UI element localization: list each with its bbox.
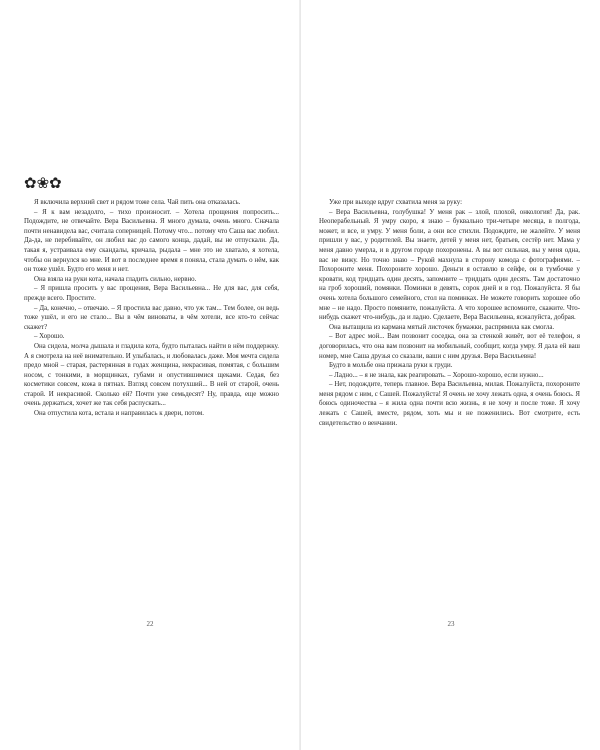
paragraph: Будто в мольбе она прижала руки к груди.	[329, 362, 453, 370]
paragraph: – Ладно... – я не знала, как реагировать. – Хорошо-хорошо, если нужно...	[329, 371, 544, 379]
paragraph: Она отпустила кота, встала и направилась к двери, потом.	[34, 410, 204, 418]
flower-ornament-icon: ✿❀✿	[24, 176, 62, 192]
left-page	[0, 0, 299, 750]
paragraph: Я включила верхний свет и рядом тоже села. Чай пить она отказалась.	[34, 199, 241, 206]
paragraph: – Я пришла просить у вас прощения, Вера Васильевна... Не для вас, для себя, прежде всего. Простите.	[24, 285, 279, 302]
paragraph: – Я к вам незадолго, – тихо произносит. – Хотела прощения попросить... Подождите, не отвечайте. Вера Васильевна. Я много думала, очень много. Сначала почти ненавидела вас, считала соперницей. Потому что... потому что Саша вас любил. Да-да, не перебивайте, он любил вас до самого конца, дадай, вы не отпускали. Да, такая я, устраивала ему скандалы, кричала, рыдала – мне это не хватало, я хотела, чтобы он вернулся ко мне. И вот в последнее время я поняла, стала думать о нём, как он тоже ушёл. Будто его меня и нет.	[24, 208, 279, 274]
right-page-text	[319, 198, 580, 428]
paragraph: – Хорошо.	[34, 333, 65, 341]
paragraph: Она взяла на руки кота, начала гладить сильно, нервно.	[34, 275, 197, 283]
page-number: 23	[447, 620, 455, 628]
left-page-text	[24, 198, 279, 419]
page-number: 22	[146, 620, 154, 628]
paragraph: Она сидела, молча дышала и гладила кота, будто пыталась найти в нём поддержку. А я смотрела на неё внимательно. И улыбалась, и любовалась даже. Моя мечта сидела предо мной – старая, растерянная в годах женщина, некрасивая, помятая, с большим носом, с тонкими, в морщинках, губами и опустившимися щеками. Седая, без косметики совсем, кожа в пятнах. Взгляд совсем потухший... В ней от старой, очень старой. И некрасивой. Сколько ей? Почти уже семьдесят? Ну, правда, еще можно очень держаться, хочет же так себя распускать...	[24, 342, 279, 408]
paragraph: – Да, конечно, – отвечаю. – Я простила вас давно, что уж там... Тем более, он ведь тоже ушёл, и его не стало... Вы в чём виноваты, в чём хотели, все кто-то сейчас скажет?	[24, 304, 279, 331]
right-page	[301, 0, 600, 750]
paragraph: Она вытащила из кармана мятый листочек бумажки, распрямила как смогла.	[329, 323, 555, 331]
paragraph: – Нет, подождите, теперь главное. Вера Васильевна, милая. Пожалуйста, похороните меня рядом с ним, с Сашей. Пожалуйста! Я очень не хочу лежать одна, я очень боюсь. Я боюсь одиночества – я жила одна почти всю жизнь, я не хочу и после тоже. Я хочу лежать с Сашей, вместе, рядом, хоть мы и не поженились. Вот смотрите, есть свидетельство о венчании.	[319, 381, 580, 427]
paragraph: Уже при выходе вдруг схватила меня за руку:	[329, 199, 462, 206]
paragraph: – Вера Васильевна, голубушка! У меня рак – злой, плохой, онкология! Да, рак. Неоперабельный. Я умру скоро, я знаю – буквально три-четыре месяца, в полгода, может, и все, и умру. У меня боли, а они все стихли. Подождите, не жалейте. У меня пришли у вас, у родителей. Вы знаете, детей у меня нет, братьев, сестёр нет. Мама у меня давно умерла, и в другом городе похоронены. А вы вот сильная, вы у меня одна, вас не вижу. Но точно знаю – Рукой махнула в сторону комода с фотографиями. – Похороните меня. Похороните хорошо. Деньги я оставлю в сейфе, он в тумбочке у кровати, код тридцать один десять, запомните – тридцать один десять. Там достаточно на гроб хороший, помянки. Поминки в девять, сорок дней и в год. Пожалуйста. Я бы очень хотела большого семейного, стол на поминках. Не можете говорить хорошее обо мне – не надо. Просто помяните, пожалуйста. А что хорошее вспомните, скажите. Что-нибудь скажет что-нибудь, да и ладно. Сделаете, Вера Васильевна, ясжалуйста, добрая.	[319, 208, 580, 322]
paragraph: – Вот адрес мой... Вам позвонит соседка, она за стенкой живёт, вот её телефон, я договорилась, что она вам позвонит на мобильный, сообщит, когда умру. Я дала ей ваш номер, мне Саша друзья со сказали, ваши с ним друзья. Вера Васильевна!	[319, 333, 580, 360]
